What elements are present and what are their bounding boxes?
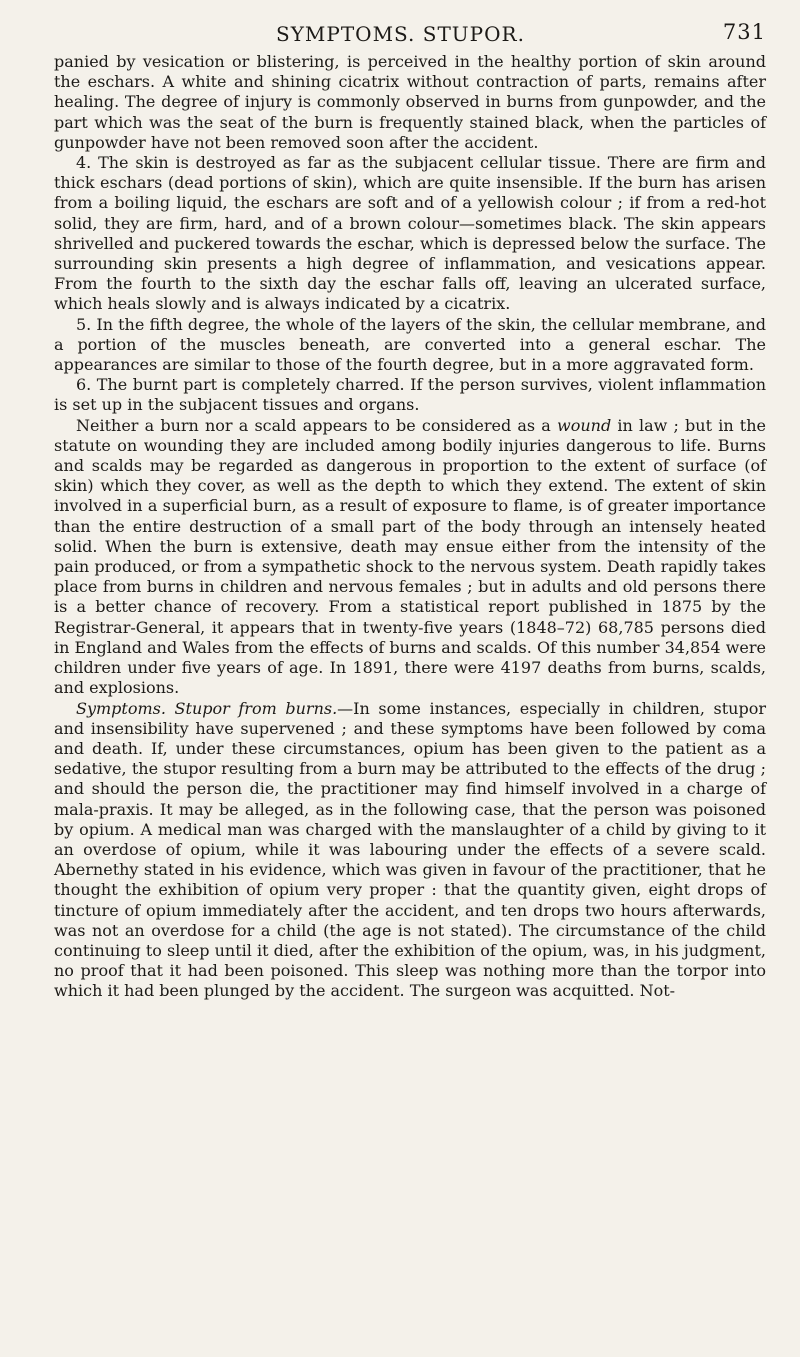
page-number: 731 [722,20,766,44]
paragraph-sixth-degree: 6. The burnt part is completely charred. If the person survives, violent inflammation is set up in the subjacent tissues and organs. [54,375,766,415]
running-head [0,20,800,52]
paragraph-fifth-degree: 5. In the fifth degree, the whole of the layers of the skin, the cellular membrane, and a portion of the muscles beneath, are converted into a general eschar. The appearances are similar to those of the fourth degree, but in a more aggravated form. [54,314,766,375]
section-heading: Symptoms. Stupor from burns. [76,698,338,718]
running-head-title: SYMPTOMS. STUPOR. [276,22,525,46]
paragraph-symptoms [54,699,766,1002]
legal-post: in law ; but in the statute on wounding they are included among bodily injuries dangerous to life. Burns and scalds may be regarded as dangerous in proportion to the extent of surface (of skin) which they cover, as well as the depth to which they extend. The extent of skin involved in a superficial burn, as a result of exposure to flame, is of greater importance than the entire destruction of a small part of the body through an intensely heated solid. When the burn is extensive, death may ensue either from the intensity of the pain produced, or from a sympathetic shock to the nervous system. Death rapidly takes place from burns in children and nervous females ; but in adults and old persons there is a better chance of recovery. From a statistical report published in 1875 by the Registrar-General, it appears that in twenty-five years (1848–72) 68,785 persons died in England and Wales from the effects of burns and scalds. Of this number 34,854 were children under five years of age. In 1891, there were 4197 deaths from burns, scalds, and explosions. [54,415,767,698]
symptoms-text: —In some instances, especially in children, stupor and insensibility have supervened ; and these symptoms have been followed by coma and death. If, under these circumstances, opium has been given to the patient as a sedative, the stupor resulting from a burn may be attributed to the effects of the drug ; and should the person die, the practitioner may find himself involved in a charge of mala-praxis. It may be alleged, as in the following case, that the person was poisoned by opium. A medical man was charged with the manslaughter of a child by giving to it an overdose of opium, while it was labouring under the effects of a severe scald. Abernethy stated in his evidence, which was given in favour of the practitioner, that he thought the exhibition of opium very proper : that the quantity given, eight drops of tincture of opium immediately after the accident, and ten drops two hours afterwards, was not an overdose for a child (the age is not stated). The circumstance of the child continuing to sleep until it died, after the exhibition of the opium, was, in his judgment, no proof that it had been poisoned. This sleep was nothing more than the torpor into which it had been plunged by the accident. The surgeon was acquitted. Not- [54,698,766,1001]
legal-italic-word: wound [557,415,612,435]
paragraph-legal-status [54,416,766,699]
body-text [54,52,766,1002]
paragraph-continuation: panied by vesication or blistering, is perceived in the healthy portion of skin around the eschars. A white and shining cicatrix without contraction of parts, remains after healing. The degree of injury is commonly observed in burns from gunpowder, and the part which was the seat of the burn is frequently stained black, when the particles of gunpowder have not been removed soon after the accident. [54,52,766,152]
legal-pre: Neither a burn nor a scald appears to be considered as a [76,415,558,435]
paragraph-fourth-degree: 4. The skin is destroyed as far as the subjacent cellular tissue. There are firm and thick eschars (dead portions of skin), which are quite insensible. If the burn has arisen from a boiling liquid, the eschars are soft and of a yellowish colour ; if from a red-hot solid, they are firm, hard, and of a brown colour—sometimes black. The skin appears shrivelled and puckered towards the eschar, which is depressed below the surface. The surrounding skin presents a high degree of inflammation, and vesications appear. From the fourth to the sixth day the eschar falls off, leaving an ulcerated surface, which heals slowly and is always indicated by a cicatrix. [54,153,766,314]
